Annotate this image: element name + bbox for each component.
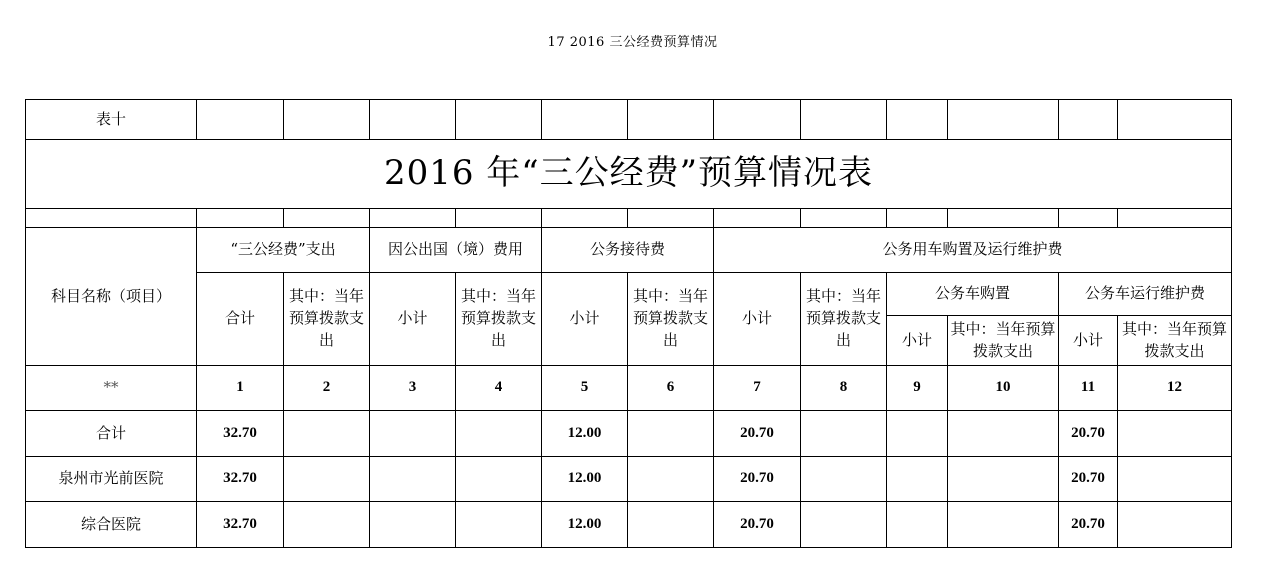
value-cell [284,411,370,457]
purchase-subtotal-header: 小计 [887,316,948,366]
value-cell [456,457,542,502]
value-cell: 12.00 [542,457,628,502]
value-cell [628,502,714,548]
table-row [26,502,1232,548]
value-cell [948,411,1059,457]
value-cell [456,411,542,457]
value-cell: 12.00 [542,411,628,457]
index-cell: 2 [284,366,370,411]
sangong-header: “三公经费”支出 [197,228,370,273]
index-cell: 12 [1118,366,1232,411]
abroad-header: 因公出国（境）费用 [370,228,542,273]
maintenance-of-which-header: 其中：当年预算拨款支出 [1118,316,1232,366]
value-cell [1118,457,1232,502]
value-cell [628,457,714,502]
label-row [26,100,1232,140]
value-cell [456,502,542,548]
index-cell: 5 [542,366,628,411]
value-cell: 20.70 [1059,411,1118,457]
value-cell: 32.70 [197,411,284,457]
table-title: 2016 年“三公经费”预算情况表 [383,153,874,194]
header-row-1 [26,228,1232,273]
index-cell: 7 [714,366,801,411]
value-cell: 20.70 [714,411,801,457]
row-name: 综合医院 [26,502,197,548]
reception-of-which-header: 其中：当年预算拨款支出 [628,273,714,366]
abroad-subtotal-header: 小计 [370,273,456,366]
index-cell: 9 [887,366,948,411]
table-label: 表十 [26,100,197,140]
value-cell: 20.70 [714,457,801,502]
index-cell: 3 [370,366,456,411]
value-cell [801,502,887,548]
value-cell [284,502,370,548]
budget-table [25,99,1232,548]
header-row-2 [26,273,1232,316]
value-cell [948,457,1059,502]
row-name: 泉州市光前医院 [26,457,197,502]
reception-subtotal-header: 小计 [542,273,628,366]
subject-header: 科目名称（项目） [26,228,197,366]
vehicle-header: 公务用车购置及运行维护费 [714,228,1232,273]
index-cell: 10 [948,366,1059,411]
index-cell: ** [26,366,197,411]
index-cell: 8 [801,366,887,411]
value-cell [887,411,948,457]
reception-header: 公务接待费 [542,228,714,273]
table-row [26,457,1232,502]
index-cell: 4 [456,366,542,411]
value-cell [1118,411,1232,457]
value-cell [370,411,456,457]
value-cell [801,457,887,502]
index-cell: 1 [197,366,284,411]
value-cell [887,502,948,548]
index-cell: 6 [628,366,714,411]
row-name: 合计 [26,411,197,457]
value-cell [370,457,456,502]
value-cell: 20.70 [1059,502,1118,548]
value-cell: 12.00 [542,502,628,548]
value-cell [801,411,887,457]
title-row [26,140,1232,209]
value-cell [284,457,370,502]
abroad-of-which-header: 其中：当年预算拨款支出 [456,273,542,366]
vehicle-purchase-header: 公务车购置 [887,273,1059,316]
vehicle-subtotal-header: 小计 [714,273,801,366]
document-caption: 17 2016 三公经费预算情况 [547,35,718,50]
table-row [26,411,1232,457]
vehicle-of-which-header: 其中：当年预算拨款支出 [801,273,887,366]
value-cell [628,411,714,457]
value-cell [1118,502,1232,548]
maintenance-subtotal-header: 小计 [1059,316,1118,366]
total-header: 合计 [197,273,284,366]
vehicle-maintenance-header: 公务车运行维护费 [1059,273,1232,316]
purchase-of-which-header: 其中：当年预算拨款支出 [948,316,1059,366]
index-cell: 11 [1059,366,1118,411]
index-row [26,366,1232,411]
value-cell [948,502,1059,548]
value-cell: 20.70 [1059,457,1118,502]
value-cell: 20.70 [714,502,801,548]
value-cell [887,457,948,502]
value-cell: 32.70 [197,502,284,548]
value-cell [370,502,456,548]
value-cell: 32.70 [197,457,284,502]
spacer-row [26,209,1232,228]
sangong-of-which-header: 其中：当年预算拨款支出 [284,273,370,366]
